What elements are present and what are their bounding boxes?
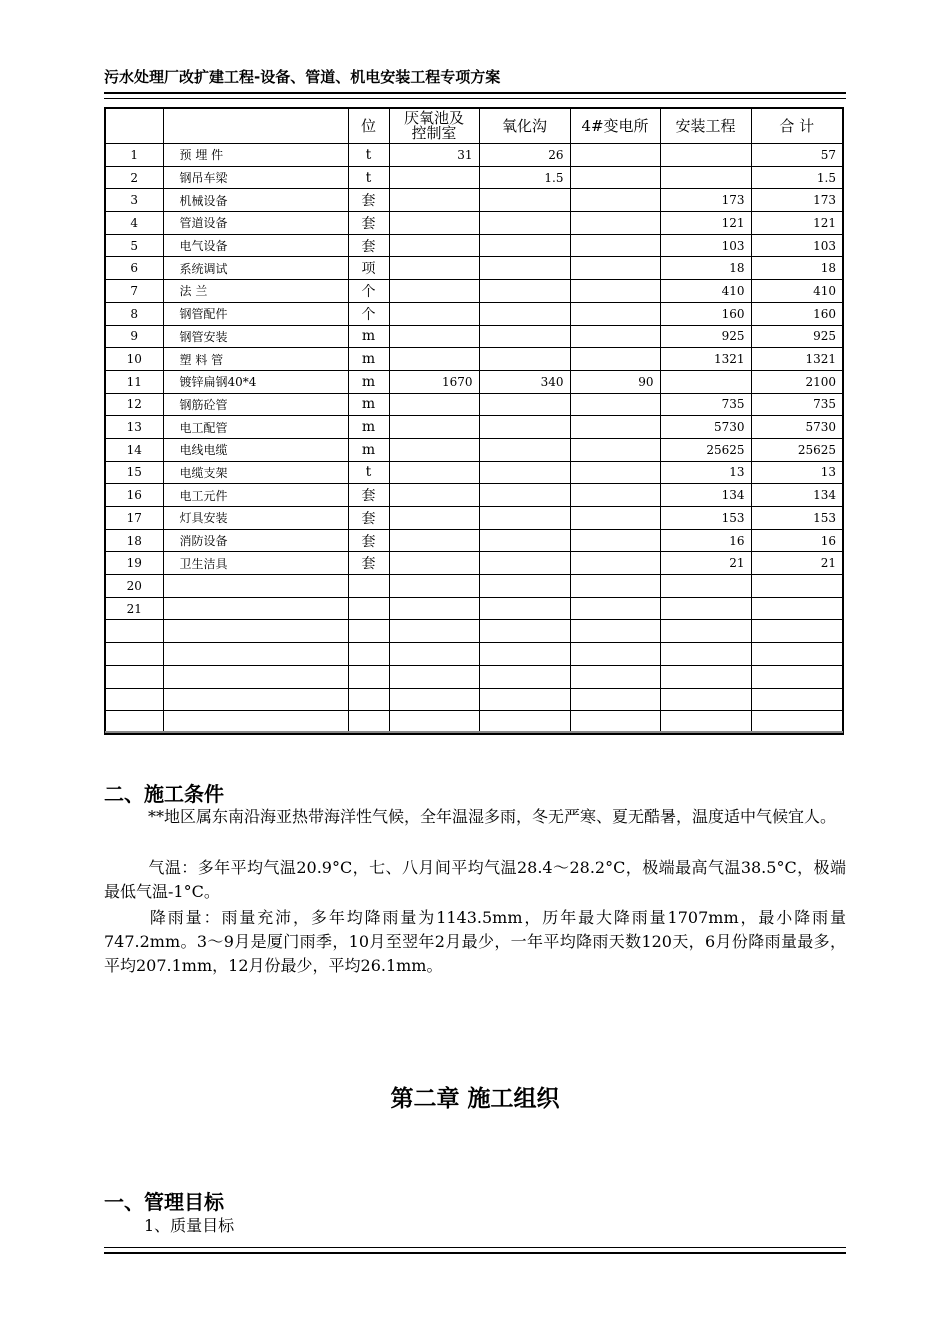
table-cell-unit: 套 [348,212,389,235]
table-cell-name [163,688,348,711]
table-cell-unit: 套 [348,529,389,552]
table-cell-name [163,620,348,643]
table-row [105,643,843,666]
table-cell-c1 [389,507,479,530]
table-row [105,416,843,439]
table-cell-total: 1321 [751,348,843,371]
column-header: 安装工程 [660,108,751,144]
table-row [105,348,843,371]
table-cell-name: 镀锌扁钢40*4 [163,370,348,393]
table-cell-c1 [389,416,479,439]
chapter-title: 第二章 施工组织 [390,1086,560,1112]
table-cell-c2 [479,280,570,303]
table-cell-c2 [479,461,570,484]
table-row [105,597,843,620]
table-cell-c1 [389,257,479,280]
table-cell-name: 钢管配件 [163,302,348,325]
table-cell-total: 121 [751,212,843,235]
table-cell-c3 [570,507,660,530]
table-cell-c1 [389,212,479,235]
column-header [105,108,163,144]
table-cell-unit: m [348,393,389,416]
table-cell-total [751,620,843,643]
table-cell-no: 2 [105,166,163,189]
table-cell-c2 [479,665,570,688]
table-cell-unit: m [348,416,389,439]
table-cell-c4: 21 [660,552,751,575]
table-cell-c4: 410 [660,280,751,303]
table-cell-c1 [389,234,479,257]
table-cell-name [163,643,348,666]
table-cell-c1 [389,552,479,575]
table-cell-c4: 18 [660,257,751,280]
table-cell-c3 [570,348,660,371]
table-cell-c1 [389,620,479,643]
table-cell-unit [348,620,389,643]
table-row [105,438,843,461]
table-cell-no [105,620,163,643]
table-cell-c1 [389,166,479,189]
table-cell-c1 [389,348,479,371]
table-cell-c2 [479,575,570,598]
table-cell-total [751,597,843,620]
table-cell-c3 [570,189,660,212]
table-cell-name: 钢管安装 [163,325,348,348]
table-row [105,212,843,235]
table-cell-no: 5 [105,234,163,257]
table-cell-c3 [570,234,660,257]
table-cell-c2 [479,597,570,620]
table-cell-no: 6 [105,257,163,280]
table-cell-c4 [660,643,751,666]
table-cell-unit [348,688,389,711]
table-cell-no: 21 [105,597,163,620]
table-cell-unit: 项 [348,257,389,280]
table-cell-c1 [389,393,479,416]
table-shadow [105,731,843,733]
table-cell-c2: 26 [479,144,570,167]
table-cell-no: 16 [105,484,163,507]
column-header: 氧化沟 [479,108,570,144]
table-cell-c1: 31 [389,144,479,167]
column-header: 合 计 [751,108,843,144]
table-cell-c1 [389,325,479,348]
section-title: 一、管理目标 [104,1190,224,1214]
table-cell-unit: 套 [348,189,389,212]
table-cell-c1 [389,597,479,620]
table-row [105,144,843,167]
table-row [105,575,843,598]
paragraph-rainfall: 降雨量：雨量充沛，多年均降雨量为1143.5mm，历年最大降雨量1707mm，最小降雨量747.2mm。3～9月是厦门雨季，10月至翌年2月最少，一年平均降雨天数120天，6月份降雨量最多，平均207.1mm，12月份最少，平均26.1mm。 [104,908,846,975]
table-cell-c4: 153 [660,507,751,530]
table-cell-c2 [479,438,570,461]
table-cell-c3 [570,416,660,439]
page-header: 污水处理厂改扩建工程-设备、管道、机电安装工程专项方案 [104,68,501,86]
table-cell-no: 14 [105,438,163,461]
table-row [105,325,843,348]
subsection-item: 1、质量目标 [144,1216,235,1235]
table-cell-c3 [570,665,660,688]
table-cell-total: 1.5 [751,166,843,189]
table-cell-c2 [479,416,570,439]
table-cell-no: 11 [105,370,163,393]
table-cell-c4 [660,688,751,711]
table-cell-unit: m [348,438,389,461]
table-cell-c3: 90 [570,370,660,393]
table-cell-total: 18 [751,257,843,280]
table-cell-no: 9 [105,325,163,348]
table-cell-total: 5730 [751,416,843,439]
table-row [105,302,843,325]
table-cell-c1 [389,575,479,598]
table-cell-unit: m [348,348,389,371]
table-cell-name: 消防设备 [163,529,348,552]
table-cell-unit: 套 [348,234,389,257]
table-cell-no: 3 [105,189,163,212]
table-cell-c3 [570,302,660,325]
table-cell-unit: m [348,370,389,393]
table-cell-name: 电工元件 [163,484,348,507]
table-cell-unit: t [348,461,389,484]
table-cell-c2 [479,348,570,371]
table-cell-unit: t [348,166,389,189]
table-cell-c2: 340 [479,370,570,393]
table-cell-c3 [570,280,660,303]
paragraph-temperature: 气温：多年平均气温20.9°C，七、八月间平均气温28.4～28.2°C，极端最高气温38.5°C，极端最低气温-1°C。 [104,858,846,901]
table-cell-c2 [479,620,570,643]
table-row [105,665,843,688]
table-cell-c3 [570,688,660,711]
table-cell-c2 [479,325,570,348]
table-cell-no: 1 [105,144,163,167]
table-cell-c3 [570,257,660,280]
table-cell-unit: 套 [348,552,389,575]
table-cell-total: 2100 [751,370,843,393]
table-cell-total [751,643,843,666]
table-cell-c4: 1321 [660,348,751,371]
table-cell-c3 [570,325,660,348]
table-cell-total: 25625 [751,438,843,461]
table-cell-c2 [479,189,570,212]
table-row [105,189,843,212]
table-row [105,620,843,643]
table-cell-name: 机械设备 [163,189,348,212]
table-cell-total [751,688,843,711]
table-cell-c4: 173 [660,189,751,212]
table-cell-unit: t [348,144,389,167]
table-cell-c1 [389,643,479,666]
table-cell-name: 电工配管 [163,416,348,439]
table-cell-total [751,665,843,688]
table-cell-no: 20 [105,575,163,598]
table-cell-total: 153 [751,507,843,530]
table-cell-c2 [479,257,570,280]
table-cell-unit [348,575,389,598]
table-cell-c2 [479,688,570,711]
table-cell-c1 [389,665,479,688]
table-row [105,234,843,257]
table-cell-c2 [479,643,570,666]
table-cell-unit: m [348,325,389,348]
table-cell-no: 8 [105,302,163,325]
table-cell-c3 [570,166,660,189]
table-cell-c2 [479,507,570,530]
table-cell-c4 [660,620,751,643]
footer-rule-thick [104,1252,846,1254]
table-cell-name: 塑 料 管 [163,348,348,371]
table-cell-c2 [479,529,570,552]
table-cell-total: 16 [751,529,843,552]
table-row [105,552,843,575]
table-row [105,461,843,484]
table-row [105,393,843,416]
table-cell-total: 410 [751,280,843,303]
table-cell-c2 [479,234,570,257]
table-cell-c4: 925 [660,325,751,348]
table-cell-c1 [389,529,479,552]
table-cell-c2 [479,212,570,235]
table-cell-c3 [570,212,660,235]
table-cell-c3 [570,620,660,643]
table-cell-total: 21 [751,552,843,575]
table-cell-no [105,665,163,688]
table-cell-c1 [389,302,479,325]
footer-rule-thin [104,1247,846,1248]
table-cell-c4: 16 [660,529,751,552]
table-cell-name: 管道设备 [163,212,348,235]
table-cell-no: 13 [105,416,163,439]
table-cell-c1 [389,189,479,212]
table-cell-c4 [660,665,751,688]
table-row [105,688,843,711]
table-row [105,166,843,189]
table-cell-no: 17 [105,507,163,530]
table-cell-c4 [660,166,751,189]
table-row [105,257,843,280]
table-cell-no: 10 [105,348,163,371]
table-cell-unit [348,665,389,688]
table-cell-no [105,643,163,666]
table-cell-c2 [479,393,570,416]
quantity-table [104,107,844,735]
table-cell-total: 57 [751,144,843,167]
table-cell-unit: 套 [348,484,389,507]
table-cell-c4 [660,597,751,620]
table-cell-name: 电线电缆 [163,438,348,461]
table-cell-name: 预 埋 件 [163,144,348,167]
table-cell-c4: 5730 [660,416,751,439]
table-cell-c1 [389,484,479,507]
table-cell-c3 [570,484,660,507]
table-row [105,280,843,303]
table-cell-c1: 1670 [389,370,479,393]
table-cell-unit [348,643,389,666]
table-row [105,484,843,507]
section-title: 二、施工条件 [104,782,224,806]
table-cell-total [751,575,843,598]
table-cell-c4: 13 [660,461,751,484]
table-cell-c4 [660,144,751,167]
paragraph-climate: **地区属东南沿海亚热带海洋性气候，全年温湿多雨，冬无严寒、夏无酷暑，温度适中气候宜人。 [148,807,837,826]
table-cell-total: 173 [751,189,843,212]
table-cell-name: 灯具安装 [163,507,348,530]
table-cell-unit: 个 [348,302,389,325]
table-cell-total: 13 [751,461,843,484]
table-cell-name: 钢筋砼管 [163,393,348,416]
table-cell-no: 12 [105,393,163,416]
table-cell-name [163,575,348,598]
header-rule-thin [104,98,846,99]
table-cell-c4: 134 [660,484,751,507]
table-header-row [105,108,843,144]
table-cell-no: 18 [105,529,163,552]
table-cell-c2: 1.5 [479,166,570,189]
table-cell-name [163,597,348,620]
column-header: 4#变电所 [570,108,660,144]
table-cell-unit: 套 [348,507,389,530]
table-cell-c4 [660,575,751,598]
table-cell-c4: 121 [660,212,751,235]
table-cell-c4: 160 [660,302,751,325]
table-cell-c4: 25625 [660,438,751,461]
table-cell-unit: 个 [348,280,389,303]
table-cell-total: 160 [751,302,843,325]
table-cell-c4 [660,370,751,393]
table-cell-no: 19 [105,552,163,575]
table-cell-c1 [389,280,479,303]
column-header: 厌氧池及控制室 [389,108,479,144]
table-cell-no: 15 [105,461,163,484]
table-cell-no: 7 [105,280,163,303]
table-cell-c3 [570,144,660,167]
table-cell-no: 4 [105,212,163,235]
table-cell-total: 735 [751,393,843,416]
table-cell-total: 103 [751,234,843,257]
table-row [105,370,843,393]
table-cell-c3 [570,461,660,484]
column-header [163,108,348,144]
table-cell-name: 系统调试 [163,257,348,280]
table-cell-no [105,688,163,711]
table-cell-c2 [479,302,570,325]
table-cell-c3 [570,575,660,598]
table-cell-c1 [389,438,479,461]
table-cell-c3 [570,552,660,575]
table-cell-name: 电缆支架 [163,461,348,484]
table-row [105,507,843,530]
table-row [105,529,843,552]
table-cell-c3 [570,643,660,666]
table-cell-c3 [570,393,660,416]
table-cell-c4: 735 [660,393,751,416]
table-cell-unit [348,597,389,620]
table-cell-total: 925 [751,325,843,348]
table-cell-name: 电气设备 [163,234,348,257]
column-header: 位 [348,108,389,144]
table-cell-c3 [570,438,660,461]
table-cell-name [163,665,348,688]
table-cell-c2 [479,484,570,507]
table-cell-c3 [570,529,660,552]
table-cell-total: 134 [751,484,843,507]
table-cell-name: 法 兰 [163,280,348,303]
table-cell-c3 [570,597,660,620]
table-cell-name: 钢吊车梁 [163,166,348,189]
table-cell-name: 卫生洁具 [163,552,348,575]
table-cell-c1 [389,688,479,711]
table-cell-c1 [389,461,479,484]
table-cell-c4: 103 [660,234,751,257]
table-cell-c2 [479,552,570,575]
header-rule-thick [104,92,846,94]
